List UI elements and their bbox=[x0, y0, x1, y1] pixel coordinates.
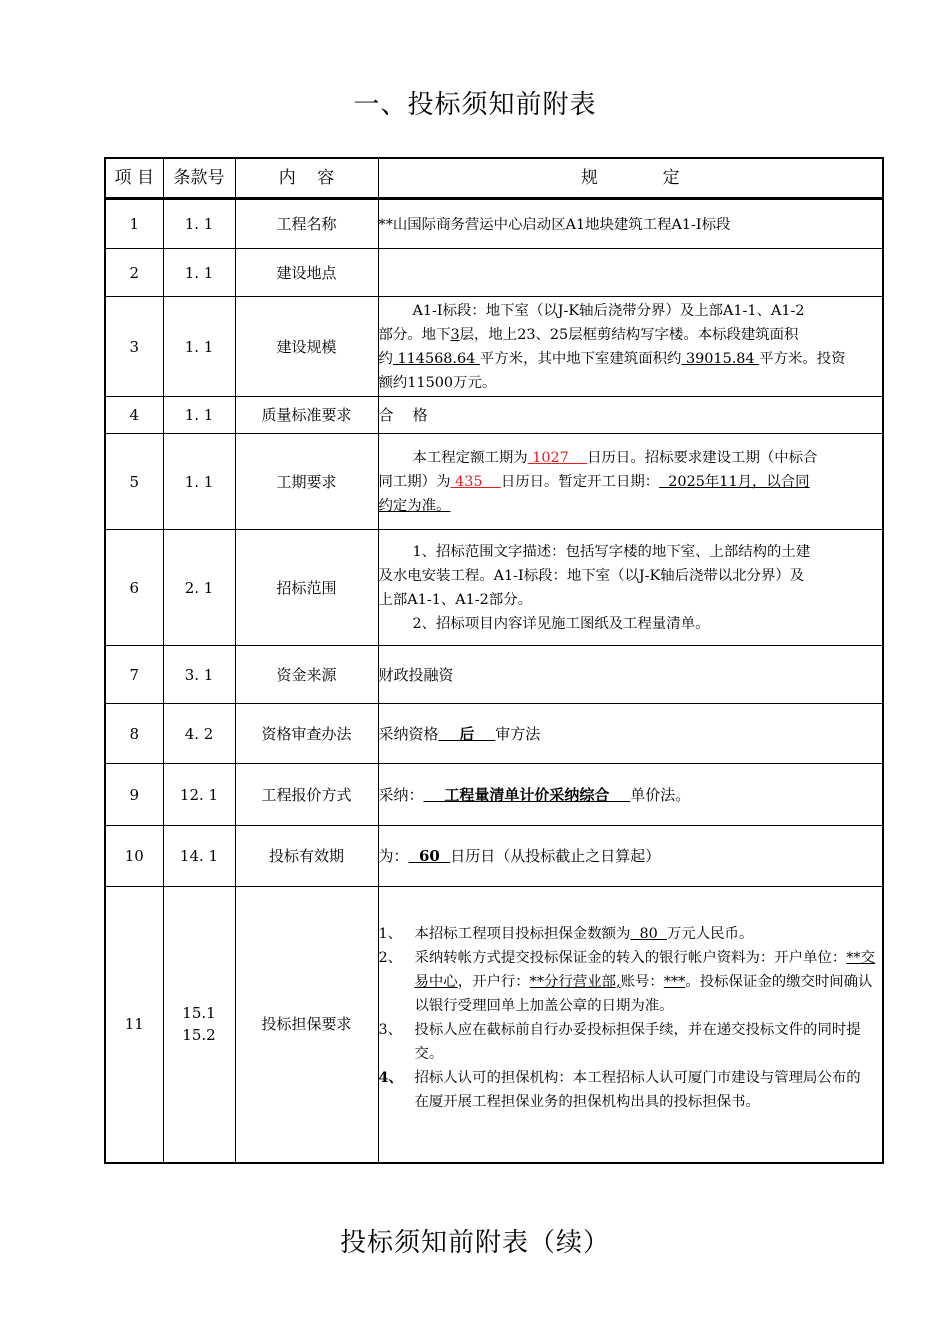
row-item: 质量标准要求 bbox=[235, 397, 378, 434]
row-no: 3 bbox=[105, 297, 163, 397]
bid-notice-table bbox=[104, 157, 884, 1164]
row-item: 工期要求 bbox=[235, 434, 378, 530]
row-spec: 为： 60 日历日（从投标截止之日算起） bbox=[378, 826, 883, 887]
row-clause: 14. 1 bbox=[163, 826, 235, 887]
row-spec: A1-I标段：地下室（以J-K轴后浇带分界）及上部A1-1、A1-2 部分。地下3层，地上23、25层框剪结构写字楼。本标段建筑面积 约 114568.64 平方米，其中地下室建筑面积约 39015.84 平方米。投资 额约11500万元。 bbox=[378, 297, 883, 397]
row-spec bbox=[378, 887, 883, 1163]
row-no: 4 bbox=[105, 397, 163, 434]
row-spec: 采纳： 工程量清单计价采纳综合 单价法。 bbox=[378, 764, 883, 826]
area-basement: 39015.84 bbox=[681, 350, 760, 367]
list-item: 2、 采纳转帐方式提交投标保证金的转入的银行帐户资料为：开户单位：**交易中心，开户行：**分行营业部,账号：***。投标保证金的缴交时间确认以银行受理回单上加盖公章的日期为准。 bbox=[378, 950, 876, 1015]
row-clause: 1. 1 bbox=[163, 434, 235, 530]
row-item: 工程报价方式 bbox=[235, 764, 378, 826]
row-spec bbox=[378, 249, 883, 297]
row-no: 7 bbox=[105, 646, 163, 704]
row-item: 招标范围 bbox=[235, 530, 378, 646]
row-no: 6 bbox=[105, 530, 163, 646]
quota-days: 1027 bbox=[527, 449, 588, 466]
row-spec: 采纳资格 后 审方法 bbox=[378, 704, 883, 764]
start-date: 2025年11月，以合同 bbox=[659, 473, 810, 490]
row-item: 工程名称 bbox=[235, 199, 378, 249]
project-name: **山国际商务营运中心启动区A1地块建筑工程A1-I标段 bbox=[378, 216, 731, 233]
row-spec: 财政投融资 bbox=[378, 646, 883, 704]
area-total: 114568.64 bbox=[392, 350, 480, 367]
row-no: 9 bbox=[105, 764, 163, 826]
row-no: 8 bbox=[105, 704, 163, 764]
row-clause: 3. 1 bbox=[163, 646, 235, 704]
row-clause: 2. 1 bbox=[163, 530, 235, 646]
table-row bbox=[105, 764, 883, 826]
table-row bbox=[105, 249, 883, 297]
table-row bbox=[105, 704, 883, 764]
header-item: 内 容 bbox=[235, 158, 378, 199]
list-item: 3、 投标人应在截标前自行办妥投标担保手续，并在递交投标文件的同时提交。 bbox=[378, 1022, 861, 1063]
row-no: 5 bbox=[105, 434, 163, 530]
list-item: 1、 本招标工程项目投标担保金数额为 80 万元人民币。 bbox=[378, 926, 754, 943]
row-item: 建设规模 bbox=[235, 297, 378, 397]
row-no: 1 bbox=[105, 199, 163, 249]
row-clause: 4. 2 bbox=[163, 704, 235, 764]
row-item: 资格审查办法 bbox=[235, 704, 378, 764]
row-item: 投标有效期 bbox=[235, 826, 378, 887]
table-row bbox=[105, 434, 883, 530]
row-clause: 1. 1 bbox=[163, 297, 235, 397]
bid-days: 435 bbox=[450, 473, 501, 490]
validity-days: 60 bbox=[408, 847, 451, 865]
header-spec: 规 定 bbox=[378, 158, 883, 199]
table-row bbox=[105, 397, 883, 434]
row-spec: 本工程定额工期为 1027 日历日。招标要求建设工期（中标合 同工期）为 435 日历日。暂定开工日期： 2025年11月，以合同 约定为准。 bbox=[378, 434, 883, 530]
continued-title: 投标须知前附表（续） bbox=[339, 1228, 610, 1258]
header-no: 项 目 bbox=[105, 158, 163, 199]
row-clause: 15.1 15.2 bbox=[163, 887, 235, 1163]
row-clause: 1. 1 bbox=[163, 249, 235, 297]
list-item: 4、 招标人认可的担保机构：本工程招标人认可厦门市建设与管理局公布的在厦开展工程担保业务的担保机构出具的投标担保书。 bbox=[378, 1069, 861, 1111]
row-no: 10 bbox=[105, 826, 163, 887]
table-row bbox=[105, 887, 883, 1163]
table-row bbox=[105, 646, 883, 704]
row-clause: 12. 1 bbox=[163, 764, 235, 826]
row-spec bbox=[378, 199, 883, 249]
table-row bbox=[105, 826, 883, 887]
pricing-method: 工程量清单计价采纳综合 bbox=[423, 785, 631, 804]
row-no: 11 bbox=[105, 887, 163, 1163]
table-header-row bbox=[105, 158, 883, 199]
table-row bbox=[105, 297, 883, 397]
page-title: 一、投标须知前附表 bbox=[353, 90, 597, 120]
row-item: 建设地点 bbox=[235, 249, 378, 297]
row-spec: 合 格 bbox=[378, 397, 883, 434]
header-clause: 条款号 bbox=[163, 158, 235, 199]
guarantee-amount: 80 bbox=[630, 926, 667, 943]
table-row bbox=[105, 199, 883, 249]
row-no: 2 bbox=[105, 249, 163, 297]
review-method: 后 bbox=[438, 724, 496, 743]
table-row bbox=[105, 530, 883, 646]
floors-below: 3 bbox=[450, 326, 460, 343]
row-item: 资金来源 bbox=[235, 646, 378, 704]
row-clause: 1. 1 bbox=[163, 397, 235, 434]
row-spec: 1、招标范围文字描述：包括写字楼的地下室、上部结构的土建 及水电安装工程。A1-I标段：地下室（以J-K轴后浇带以北分界）及 上部A1-1、A1-2部分。 2、招标项目内容详见施工图纸及工程量清单。 bbox=[378, 530, 883, 646]
row-item: 投标担保要求 bbox=[235, 887, 378, 1163]
row-clause: 1. 1 bbox=[163, 199, 235, 249]
